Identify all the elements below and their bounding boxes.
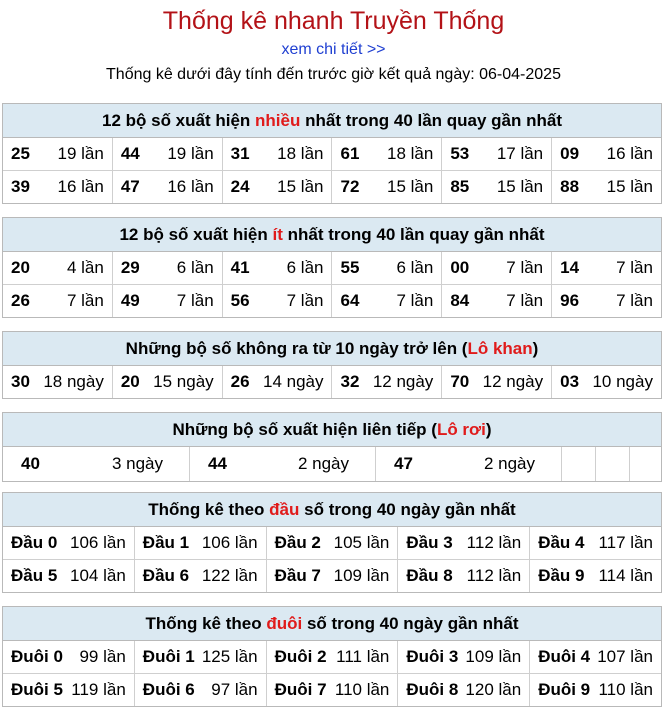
stat-row bbox=[3, 366, 661, 398]
stat-count: 19 lần bbox=[167, 144, 214, 163]
section-body bbox=[3, 641, 661, 706]
stat-cell bbox=[529, 674, 661, 706]
stat-key: 64 bbox=[340, 291, 360, 310]
section-title: 12 bộ số xuất hiện nhiều nhất trong 40 lần quay gần nhất bbox=[3, 104, 661, 138]
stat-count: 105 lần bbox=[333, 533, 390, 552]
stat-count: 16 lần bbox=[167, 177, 214, 196]
stat-key: 25 bbox=[11, 144, 30, 163]
lo-roi-section bbox=[2, 412, 662, 482]
stat-cell bbox=[441, 285, 551, 317]
stat-cell bbox=[331, 171, 441, 203]
stat-count: 104 lần bbox=[70, 566, 126, 585]
stat-count: 14 ngày bbox=[262, 372, 324, 391]
stat-key: Đuôi 7 bbox=[274, 680, 327, 699]
stat-count: 107 lần bbox=[597, 647, 653, 666]
stat-cell bbox=[266, 527, 398, 559]
stat-row bbox=[3, 559, 661, 592]
stat-count: 18 lần bbox=[277, 144, 324, 163]
stat-count: 110 lần bbox=[598, 680, 653, 699]
cutoff-note: Thống kê dưới đây tính đến trước giờ kết quả ngày: 06-04-2025 bbox=[106, 66, 561, 83]
stat-row bbox=[3, 641, 661, 673]
stat-count: 15 lần bbox=[386, 177, 434, 196]
stat-key: Đuôi 5 bbox=[11, 680, 63, 699]
stat-key: 24 bbox=[230, 177, 250, 196]
stat-key: 31 bbox=[230, 144, 250, 163]
stat-count: 7 lần bbox=[616, 291, 653, 310]
stat-key: 56 bbox=[230, 291, 250, 310]
stat-count: 15 lần bbox=[496, 177, 544, 196]
number: 47 bbox=[394, 454, 413, 473]
stat-key: 47 bbox=[120, 177, 140, 196]
empty-cell bbox=[629, 447, 661, 481]
stat-key: Đuôi 2 bbox=[274, 647, 327, 666]
stat-count: 112 lần bbox=[466, 533, 522, 552]
stat-row bbox=[3, 673, 661, 706]
stat-cell bbox=[397, 674, 529, 706]
stat-cell bbox=[134, 560, 266, 592]
stat-key: 70 bbox=[450, 372, 470, 391]
stat-key: Đầu 0 bbox=[11, 533, 58, 552]
stat-cell bbox=[112, 366, 222, 398]
stat-cell bbox=[441, 366, 551, 398]
section-title: Những bộ số không ra từ 10 ngày trở lên (Lô khan) bbox=[3, 332, 661, 366]
stat-key: Đầu 4 bbox=[538, 533, 585, 552]
stat-count: 109 lần bbox=[333, 566, 390, 585]
stat-cell bbox=[112, 171, 222, 203]
stat-key: 84 bbox=[450, 291, 470, 310]
stat-count: 4 lần bbox=[66, 258, 104, 277]
stat-cell bbox=[112, 252, 222, 284]
stat-count: 106 lần bbox=[201, 533, 258, 552]
least-frequent-section bbox=[2, 217, 662, 318]
empty-cell bbox=[561, 447, 595, 481]
stat-row bbox=[3, 527, 661, 559]
stat-cell bbox=[222, 138, 332, 170]
stat-row bbox=[3, 170, 661, 203]
stat-count: 17 lần bbox=[496, 144, 544, 163]
duoi-section bbox=[2, 606, 662, 707]
stat-count: 114 lần bbox=[598, 566, 653, 585]
stat-key: 26 bbox=[230, 372, 250, 391]
stat-count: 99 lần bbox=[79, 647, 126, 666]
stat-count: 16 lần bbox=[606, 144, 653, 163]
stat-count: 6 lần bbox=[176, 258, 214, 277]
section-body bbox=[3, 527, 661, 592]
stat-key: Đuôi 8 bbox=[406, 680, 459, 699]
stat-key: Đầu 6 bbox=[142, 566, 190, 585]
dau-section bbox=[2, 492, 662, 593]
stat-cell bbox=[3, 252, 112, 284]
stat-cell bbox=[3, 641, 134, 673]
stat-key: Đầu 2 bbox=[274, 533, 321, 552]
stat-count: 15 ngày bbox=[153, 372, 214, 391]
stat-key: Đuôi 9 bbox=[538, 680, 591, 699]
stat-cell bbox=[397, 641, 529, 673]
stat-cell bbox=[551, 138, 661, 170]
streak-cell bbox=[189, 447, 375, 481]
stat-cell bbox=[3, 138, 112, 170]
lo-khan-section bbox=[2, 331, 662, 399]
stat-key: 32 bbox=[340, 372, 360, 391]
stat-key: Đuôi 3 bbox=[406, 647, 459, 666]
stat-key: Đầu 9 bbox=[538, 566, 585, 585]
stat-count: 122 lần bbox=[201, 566, 258, 585]
stat-key: Đuôi 0 bbox=[11, 647, 63, 666]
stat-count: 18 ngày bbox=[43, 372, 104, 391]
stat-count: 7 lần bbox=[176, 291, 214, 310]
stat-count: 119 lần bbox=[71, 680, 126, 699]
stat-cell bbox=[551, 285, 661, 317]
stat-count: 7 lần bbox=[506, 258, 544, 277]
stat-cell bbox=[331, 252, 441, 284]
stat-cell bbox=[3, 560, 134, 592]
stat-count: 7 lần bbox=[396, 291, 434, 310]
section-body bbox=[3, 252, 661, 317]
stat-count: 109 lần bbox=[465, 647, 522, 666]
stat-cell bbox=[3, 171, 112, 203]
stat-count: 6 lần bbox=[396, 258, 434, 277]
stat-key: 29 bbox=[120, 258, 140, 277]
stat-count: 19 lần bbox=[57, 144, 104, 163]
stat-count: 15 lần bbox=[606, 177, 653, 196]
stat-count: 7 lần bbox=[506, 291, 544, 310]
stat-cell bbox=[441, 138, 551, 170]
stat-cell bbox=[3, 366, 112, 398]
section-title: Những bộ số xuất hiện liên tiếp (Lô rơi) bbox=[3, 413, 661, 447]
stat-count: 7 lần bbox=[286, 291, 324, 310]
stat-key: 61 bbox=[340, 144, 360, 163]
stat-count: 10 ngày bbox=[592, 372, 653, 391]
most-frequent-section bbox=[2, 103, 662, 204]
stat-count: 7 lần bbox=[616, 258, 653, 277]
streak-cell bbox=[375, 447, 561, 481]
stat-cell bbox=[331, 366, 441, 398]
stat-cell bbox=[112, 138, 222, 170]
stat-key: 00 bbox=[450, 258, 470, 277]
stat-key: 14 bbox=[560, 258, 580, 277]
empty-cell bbox=[595, 447, 629, 481]
days: 2 ngày bbox=[297, 454, 349, 473]
section-title: Thống kê theo đuôi số trong 40 ngày gần nhất bbox=[3, 607, 661, 641]
stat-key: Đuôi 4 bbox=[538, 647, 591, 666]
stat-key: 96 bbox=[560, 291, 580, 310]
stat-key: 88 bbox=[560, 177, 580, 196]
stat-key: Đuôi 1 bbox=[142, 647, 195, 666]
stat-row bbox=[3, 138, 661, 170]
stat-cell bbox=[222, 366, 332, 398]
stat-cell bbox=[222, 171, 332, 203]
stat-cell bbox=[331, 138, 441, 170]
stat-count: 125 lần bbox=[201, 647, 258, 666]
stat-cell bbox=[551, 366, 661, 398]
streak-row bbox=[3, 447, 661, 481]
stat-count: 117 lần bbox=[598, 533, 653, 552]
stat-count: 6 lần bbox=[286, 258, 324, 277]
stat-row bbox=[3, 252, 661, 284]
stat-cell bbox=[529, 527, 661, 559]
stat-cell bbox=[397, 527, 529, 559]
stat-count: 7 lần bbox=[66, 291, 104, 310]
section-title: 12 bộ số xuất hiện ít nhất trong 40 lần quay gần nhất bbox=[3, 218, 661, 252]
stat-key: 55 bbox=[340, 258, 360, 277]
stat-cell bbox=[3, 674, 134, 706]
stat-key: Đầu 5 bbox=[11, 566, 58, 585]
stat-count: 110 lần bbox=[334, 680, 390, 699]
stat-key: 20 bbox=[11, 258, 30, 277]
number: 40 bbox=[21, 454, 40, 473]
stat-count: 112 lần bbox=[466, 566, 522, 585]
page-title: Thống kê nhanh Truyền Thống bbox=[162, 7, 505, 35]
stat-count: 120 lần bbox=[465, 680, 522, 699]
stat-cell bbox=[3, 285, 112, 317]
section-body bbox=[3, 366, 661, 398]
stat-key: 03 bbox=[560, 372, 580, 391]
stat-count: 18 lần bbox=[386, 144, 434, 163]
stat-count: 106 lần bbox=[70, 533, 126, 552]
stat-count: 111 lần bbox=[336, 647, 390, 666]
stat-key: 53 bbox=[450, 144, 470, 163]
stat-key: 85 bbox=[450, 177, 470, 196]
stat-key: 44 bbox=[120, 144, 140, 163]
stat-cell bbox=[222, 285, 332, 317]
stat-cell bbox=[551, 171, 661, 203]
stat-cell bbox=[112, 285, 222, 317]
stat-key: Đầu 1 bbox=[142, 533, 190, 552]
stat-cell bbox=[266, 674, 398, 706]
stat-key: Đuôi 6 bbox=[142, 680, 195, 699]
streak-cell bbox=[3, 447, 189, 481]
stat-key: 49 bbox=[120, 291, 140, 310]
stat-key: 41 bbox=[230, 258, 250, 277]
days: 3 ngày bbox=[111, 454, 163, 473]
days: 2 ngày bbox=[483, 454, 535, 473]
detail-link[interactable]: xem chi tiết >> bbox=[281, 41, 386, 58]
number: 44 bbox=[208, 454, 227, 473]
stat-count: 16 lần bbox=[57, 177, 104, 196]
stat-cell bbox=[551, 252, 661, 284]
stat-cell bbox=[134, 527, 266, 559]
stat-cell bbox=[441, 171, 551, 203]
stat-key: 30 bbox=[11, 372, 30, 391]
stat-cell bbox=[331, 285, 441, 317]
stat-cell bbox=[529, 560, 661, 592]
stat-key: 39 bbox=[11, 177, 30, 196]
stat-count: 97 lần bbox=[211, 680, 258, 699]
stat-cell bbox=[529, 641, 661, 673]
section-body bbox=[3, 138, 661, 203]
stat-key: Đầu 7 bbox=[274, 566, 321, 585]
stat-key: 20 bbox=[120, 372, 140, 391]
stat-cell bbox=[134, 641, 266, 673]
stat-key: Đầu 8 bbox=[406, 566, 453, 585]
stat-key: 26 bbox=[11, 291, 30, 310]
stat-key: 72 bbox=[340, 177, 360, 196]
stat-cell bbox=[397, 560, 529, 592]
stat-count: 12 ngày bbox=[482, 372, 544, 391]
stat-row bbox=[3, 284, 661, 317]
stat-cell bbox=[266, 560, 398, 592]
stat-cell bbox=[441, 252, 551, 284]
stat-count: 15 lần bbox=[277, 177, 324, 196]
stat-key: 09 bbox=[560, 144, 580, 163]
stat-cell bbox=[134, 674, 266, 706]
section-title: Thống kê theo đầu số trong 40 ngày gần nhất bbox=[3, 493, 661, 527]
stat-cell bbox=[222, 252, 332, 284]
stat-cell bbox=[3, 527, 134, 559]
stat-count: 12 ngày bbox=[372, 372, 434, 391]
stat-key: Đầu 3 bbox=[406, 533, 453, 552]
stat-cell bbox=[266, 641, 398, 673]
